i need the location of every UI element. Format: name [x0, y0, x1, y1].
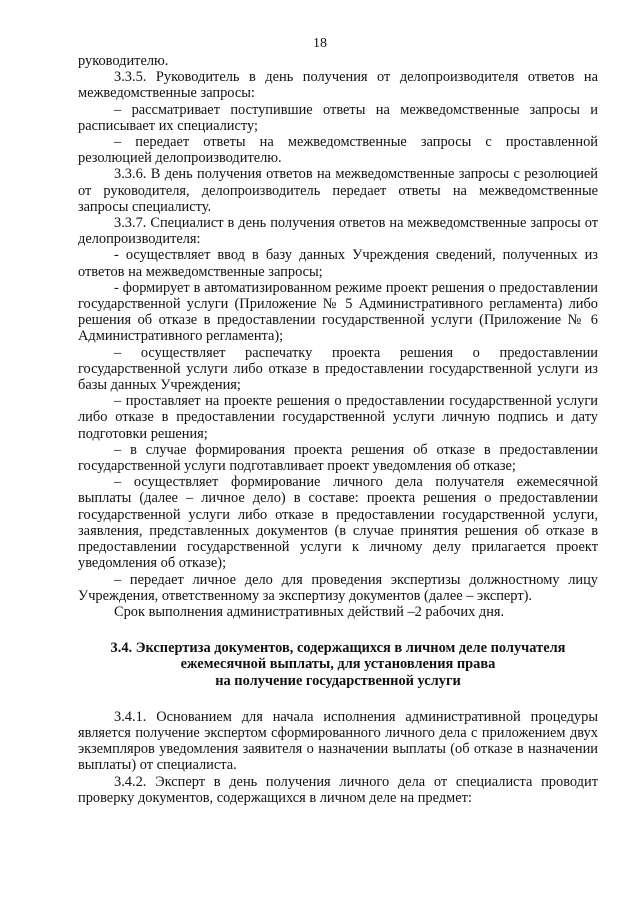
paragraph: – осуществляет формирование личного дела получателя ежемесячной выплаты (далее – личное дело) в составе: проекта решения о предоставлении государственной услуги либо отказе в предоставлении государственной услуги, заявления, представленных документов (в случае принятия решения об отказе в предоставлении государственной услуги к личному делу прилагается проект уведомления об отказе);: [78, 474, 598, 572]
paragraph: - формирует в автоматизированном режиме проект решения о предоставлении государственной услуги (Приложение № 5 Административного регламента) либо решения об отказе в предоставлении государственной услуги (Приложение № 6 Административного регламента);: [78, 279, 598, 345]
paragraph: – в случае формирования проекта решения об отказе в предоставлении государственной услуги подготавливает проект уведомления об отказе;: [78, 441, 598, 475]
paragraph: – рассматривает поступившие ответы на межведомственные запросы и расписывает их специалисту;: [78, 101, 598, 134]
paragraph: 3.3.6. В день получения ответов на межведомственные запросы с резолюцией от руководителя, делопроизводитель передает ответы на межведомственные запросы специалисту.: [78, 166, 598, 215]
paragraph: – проставляет на проекте решения о предоставлении государственной услуги либо отказе в предоставлении государственной услуги личную подпись и дату подготовки решения;: [78, 393, 598, 442]
paragraph: 3.3.7. Специалист в день получения ответов на межведомственные запросы от делопроизводителя:: [78, 215, 598, 248]
paragraph: Срок выполнения административных действий –2 рабочих дня.: [114, 603, 505, 620]
heading-line: ежемесячной выплаты, для установления права: [180, 656, 496, 673]
heading-line: на получение государственной услуги: [215, 672, 461, 689]
section-3-3-paragraphs: [78, 53, 598, 620]
paragraph: 3.4.2. Эксперт в день получения личного дела от специалиста проводит проверку документов, содержащихся в личном деле на предмет:: [78, 773, 598, 806]
paragraph: – осуществляет распечатку проекта решения о предоставлении государственной услуги либо отказе в предоставлении государственной услуги из базы данных Учреждения;: [78, 344, 598, 394]
paragraph: 3.3.5. Руководитель в день получения от делопроизводителя ответов на межведомственные запросы:: [78, 69, 598, 102]
paragraph: 3.4.1. Основанием для начала исполнения административной процедуры является получение экспертом сформированного личного дела с приложением двух экземпляров уведомления заявителя о назначении выплаты (об отказе в назначении выплаты) от специалиста.: [78, 708, 598, 774]
section-3-4-paragraphs: [78, 709, 598, 806]
document-body: [78, 53, 598, 806]
page-number: 18: [313, 36, 327, 51]
paragraph: руководителю.: [78, 53, 169, 69]
section-heading: [78, 640, 598, 689]
paragraph: - осуществляет ввод в базу данных Учреждения сведений, полученных из ответов на межведомственные запросы;: [78, 247, 598, 280]
heading-line: 3.4. Экспертиза документов, содержащихся в личном деле получателя: [110, 640, 566, 657]
paragraph: – передает личное дело для проведения экспертизы должностному лицу Учреждения, ответственному за экспертизу документов (далее – эксперт).: [78, 571, 598, 604]
paragraph: – передает ответы на межведомственные запросы с проставленной резолюцией делопроизводителю.: [78, 134, 598, 167]
spacer: [78, 689, 598, 709]
